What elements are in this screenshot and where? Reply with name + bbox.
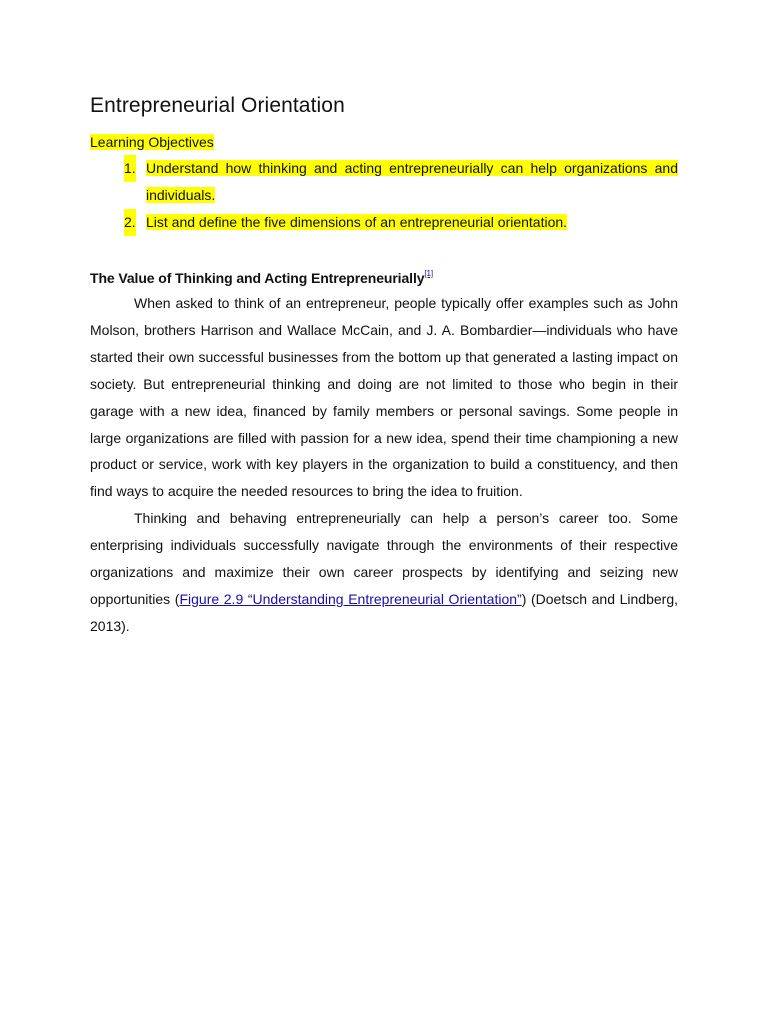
section-body [90,290,678,640]
learning-objective-number: 2. [124,209,136,236]
learning-objective-item [90,155,678,209]
learning-objective-number: 1. [124,155,136,182]
footnote-ref-link[interactable]: [1] [424,269,434,278]
learning-objectives-list [90,155,678,236]
body-paragraph [90,505,678,640]
body-paragraph: When asked to think of an entrepreneur, people typically offer examples such as John Molson, brothers Harrison and Wallace McCain, and J. A. Bombardier—individuals who have started their own successful businesses from the bottom up that generated a lasting impact on society. But entrepreneurial thinking and doing are not limited to those who begin in their garage with a new idea, financed by family members or personal savings. Some people in large organizations are filled with passion for a new idea, spend their time championing a new product or service, work with key players in the organization to build a constituency, and then find ways to acquire the needed resources to bring the idea to fruition. [90,295,678,500]
learning-objective-item [90,209,678,236]
figure-link[interactable]: Figure 2.9 “Understanding Entrepreneurial Orientation” [179,590,522,607]
learning-objectives-heading [90,132,214,152]
learning-objectives-heading-text: Learning Objectives [90,134,214,150]
paragraph-text: Thinking and behaving entrepreneurially can help a person’s career too. Some enterprising individuals successfully navigate through the environments of their respective organizations and maximize their own career prospects by identifying and seizing new opportunities ( [90,510,678,607]
citation-text: ) (Doetsch and Lindberg, 2013). [90,590,679,634]
document-title: Entrepreneurial Orientation [90,94,345,117]
learning-objective-text: List and define the five dimensions of an entrepreneurial orientation. [146,214,568,230]
learning-objective-text: Understand how thinking and acting entrepreneurially can help organizations and individuals. [146,160,678,203]
section-heading-text: The Value of Thinking and Acting Entrepreneurially [90,270,425,286]
section-heading [90,264,433,288]
